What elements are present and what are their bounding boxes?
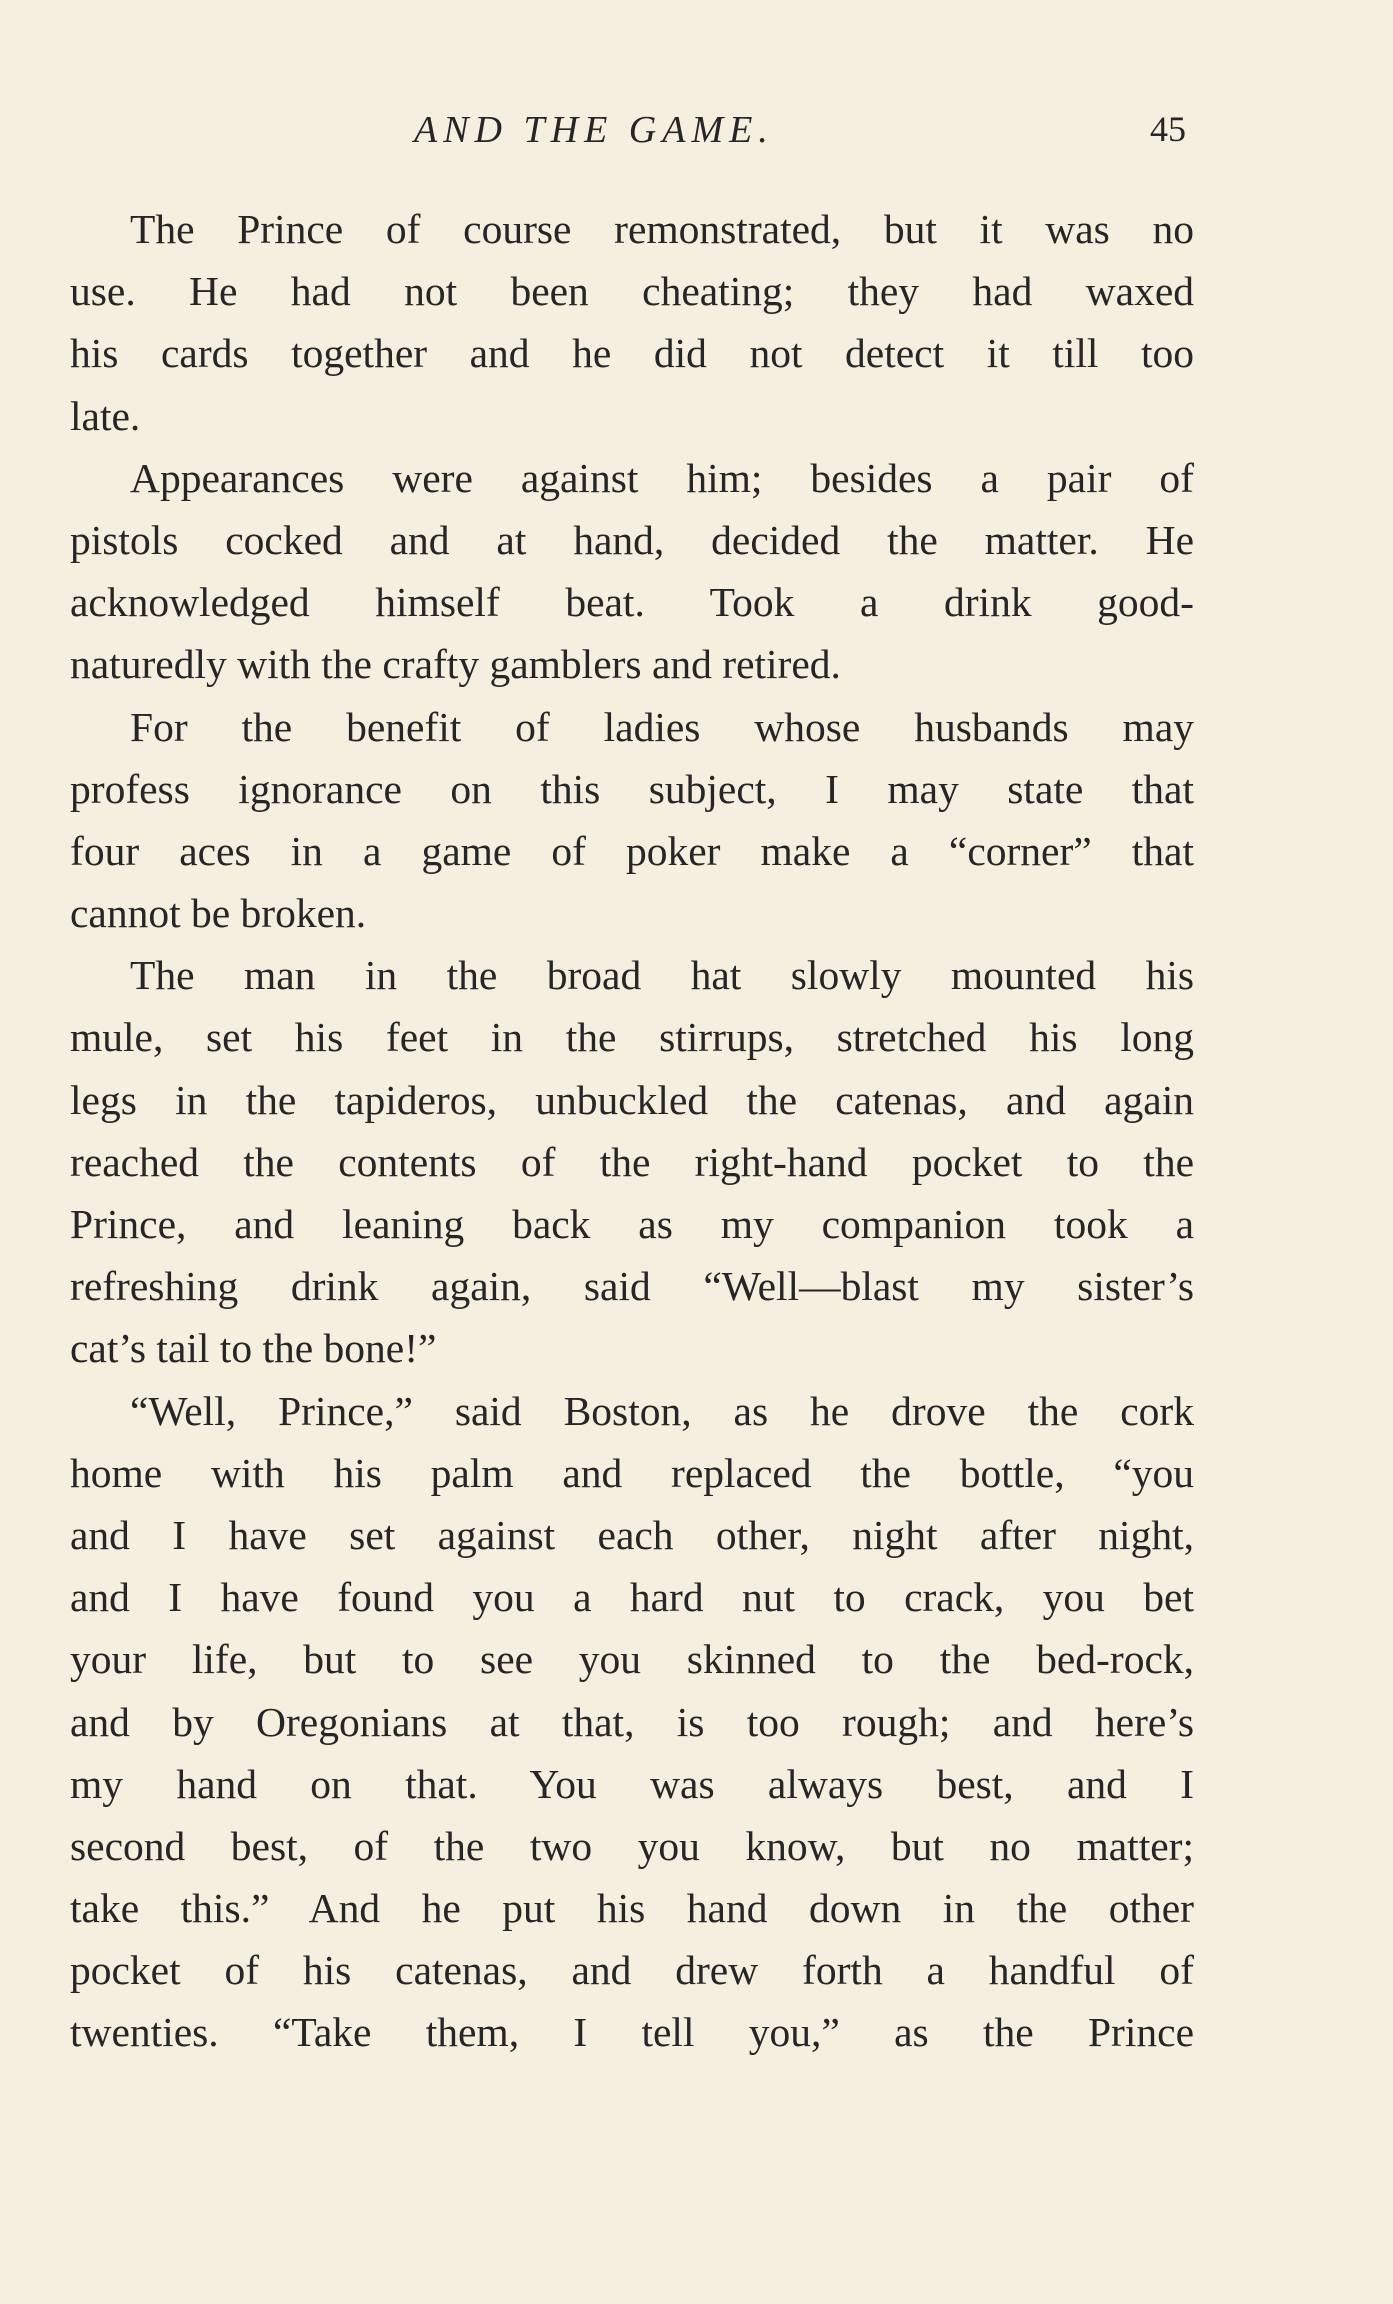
text-line: his cards together and he did not detect it till too bbox=[70, 330, 1194, 377]
text-line: my hand on that. You was always best, and I bbox=[70, 1760, 1194, 1807]
text-line: home with his palm and replaced the bottle, “you bbox=[70, 1449, 1194, 1496]
text-line: Appearances were against him; besides a pair of bbox=[130, 454, 1194, 501]
body-text bbox=[70, 198, 1194, 2064]
text-line: cannot be broken. bbox=[70, 890, 367, 937]
paragraph-5 bbox=[70, 1380, 1194, 2064]
text-line: acknowledged himself beat. Took a drink good- bbox=[70, 579, 1194, 626]
text-line: For the benefit of ladies whose husbands may bbox=[130, 703, 1194, 750]
text-line: pocket of his catenas, and drew forth a handful of bbox=[70, 1947, 1194, 1994]
paragraph-1 bbox=[70, 198, 1194, 447]
paragraph-4 bbox=[70, 944, 1194, 1379]
text-line: and by Oregonians at that, is too rough; and here’s bbox=[70, 1698, 1194, 1745]
text-line: refreshing drink again, said “Well—blast my sister’s bbox=[70, 1263, 1194, 1310]
text-line: The man in the broad hat slowly mounted his bbox=[130, 952, 1194, 999]
text-line: naturedly with the crafty gamblers and retired. bbox=[70, 641, 841, 688]
text-line: reached the contents of the right-hand pocket to the bbox=[70, 1138, 1194, 1185]
running-title: AND THE GAME. bbox=[414, 109, 774, 151]
text-line: your life, but to see you skinned to the bed-rock, bbox=[70, 1636, 1194, 1683]
text-line: cat’s tail to the bone!” bbox=[70, 1325, 437, 1372]
text-line: and I have found you a hard nut to crack, you bet bbox=[70, 1574, 1194, 1621]
page-number: 45 bbox=[1150, 109, 1186, 149]
text-line: mule, set his feet in the stirrups, stretched his long bbox=[70, 1014, 1194, 1061]
text-line: The Prince of course remonstrated, but it was no bbox=[130, 206, 1194, 252]
text-line: legs in the tapideros, unbuckled the catenas, and again bbox=[70, 1076, 1194, 1123]
text-line: and I have set against each other, night after night, bbox=[70, 1511, 1194, 1558]
text-line: twenties. “Take them, I tell you,” as the Prince bbox=[70, 2009, 1194, 2056]
text-line: “Well, Prince,” said Boston, as he drove the cork bbox=[130, 1387, 1194, 1434]
paragraph-3 bbox=[70, 696, 1194, 945]
text-line: pistols cocked and at hand, decided the matter. He bbox=[70, 516, 1194, 563]
paragraph-2 bbox=[70, 447, 1194, 696]
text-line: profess ignorance on this subject, I may state that bbox=[70, 765, 1194, 812]
text-line: second best, of the two you know, but no matter; bbox=[70, 1822, 1194, 1869]
text-line: four aces in a game of poker make a “corner” that bbox=[70, 827, 1194, 874]
text-line: late. bbox=[70, 392, 141, 439]
text-line: Prince, and leaning back as my companion took a bbox=[70, 1201, 1194, 1247]
running-head bbox=[0, 108, 1393, 158]
text-line: use. He had not been cheating; they had waxed bbox=[70, 268, 1194, 315]
text-line: take this.” And he put his hand down in the other bbox=[70, 1885, 1194, 1932]
